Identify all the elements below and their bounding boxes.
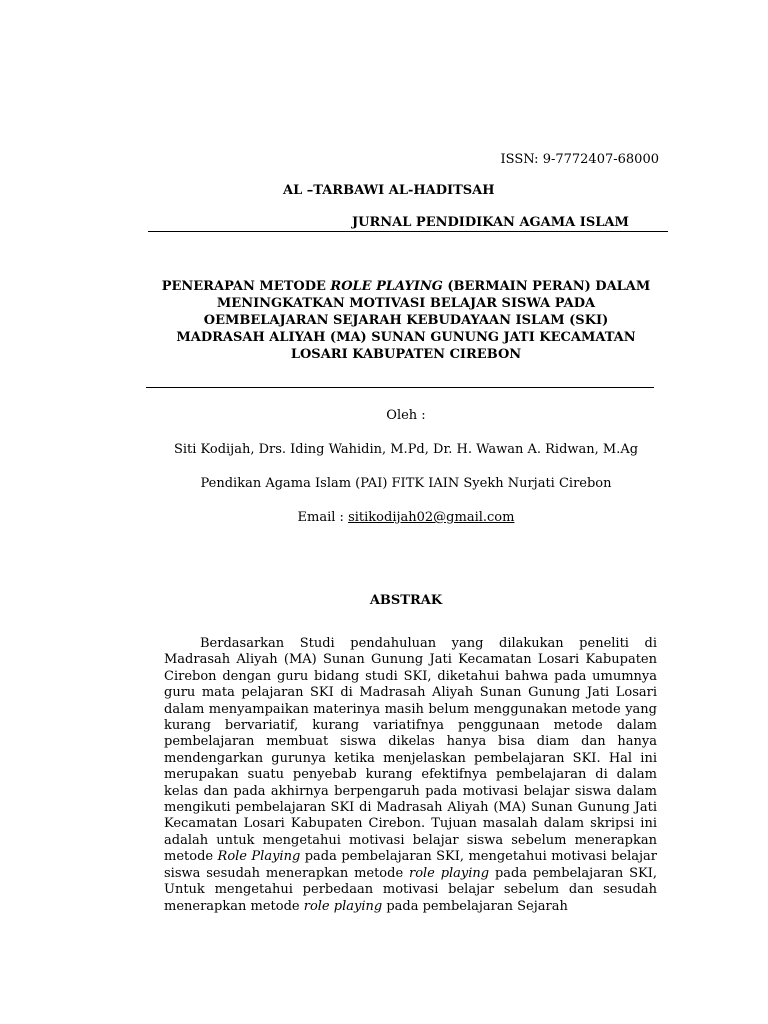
- email-line: [0, 510, 768, 525]
- title-divider: [146, 387, 654, 388]
- title-line-1-end: (BERMAIN PERAN) DALAM: [442, 279, 651, 294]
- abstract-text-1: Berdasarkan Studi pendahuluan yang dilakukan peneliti di Madrasah Aliyah (MA) Sunan Gunung Jati Kecamatan Losari Kabupaten Cirebon dengan guru bidang studi SKI, diketahui bahwa pada umumnya guru mata pelajaran SKI di Madrasah Aliyah Sunan Gunung Jati Losari dalam menyampaikan materinya masih belum menggunakan metode yang kurang bervariatif, kurang variatifnya penggunaan metode dalam pembelajaran membuat siswa dikelas hanya bisa diam dan hanya mendengarkan gurunya ketika menjelaskan pembelajaran SKI. Hal ini merupakan suatu penyebab kurang efektifnya pembelajaran di dalam kelas dan pada akhirnya berpengaruh pada motivasi belajar siswa dalam mengikuti pembelajaran SKI di Madrasah Aliyah (MA) Sunan Gunung Jati Kecamatan Losari Kabupaten Cirebon. Tujuan masalah dalam skripsi ini adalah untuk mengetahui motivasi belajar siswa sebelum menerapkan metode: [164, 636, 657, 865]
- issn-number: ISSN: 9-7772407-68000: [500, 152, 659, 167]
- email-link[interactable]: sitikodijah02@gmail.com: [348, 510, 515, 525]
- title-line-5: LOSARI KABUPATEN CIREBON: [290, 347, 522, 362]
- title-line-3: OEMBELAJARAN SEJARAH KEBUDAYAAN ISLAM (SKI): [203, 313, 609, 328]
- email-label: Email :: [297, 510, 349, 525]
- journal-subtitle: JURNAL PENDIDIKAN AGAMA ISLAM: [352, 215, 629, 230]
- abstract-body: [164, 636, 657, 915]
- oleh-label: Oleh :: [386, 408, 426, 423]
- article-title: [150, 278, 662, 363]
- abstract-italic-3: role playing: [303, 898, 383, 914]
- abstract-text-2: pada pembelajaran SKI, mengetahui motivasi belajar siswa sesudah menerapkan metode: [164, 849, 658, 881]
- abstract-paragraph: [164, 636, 657, 915]
- header-divider: [148, 231, 668, 232]
- title-line-4: MADRASAH ALIYAH (MA) SUNAN GUNUNG JATI KECAMATAN: [176, 330, 636, 345]
- journal-name: AL –TARBAWI AL-HADITSAH: [283, 183, 495, 198]
- title-line-1-start: PENERAPAN METODE: [161, 279, 331, 294]
- abstract-italic-1: Role Playing: [217, 849, 301, 865]
- author-affiliation: Pendikan Agama Islam (PAI) FITK IAIN Syekh Nurjati Cirebon: [200, 476, 612, 491]
- title-line-1: [150, 278, 662, 295]
- author-list: Siti Kodijah, Drs. Iding Wahidin, M.Pd, Dr. H. Wawan A. Ridwan, M.Ag: [173, 442, 639, 457]
- title-italic-term: ROLE PLAYING: [330, 279, 443, 294]
- abstract-text-3: pada pembelajaran SKI, Untuk mengetahui perbedaan motivasi belajar sebelum dan sesudah menerapkan metode: [164, 865, 657, 914]
- title-line-2: MENINGKATKAN MOTIVASI BELAJAR SISWA PADA: [216, 296, 596, 311]
- abstract-heading: ABSTRAK: [369, 593, 443, 608]
- abstract-text-4: pada pembelajaran Sejarah: [382, 898, 568, 914]
- abstract-italic-2: role playing: [408, 865, 490, 881]
